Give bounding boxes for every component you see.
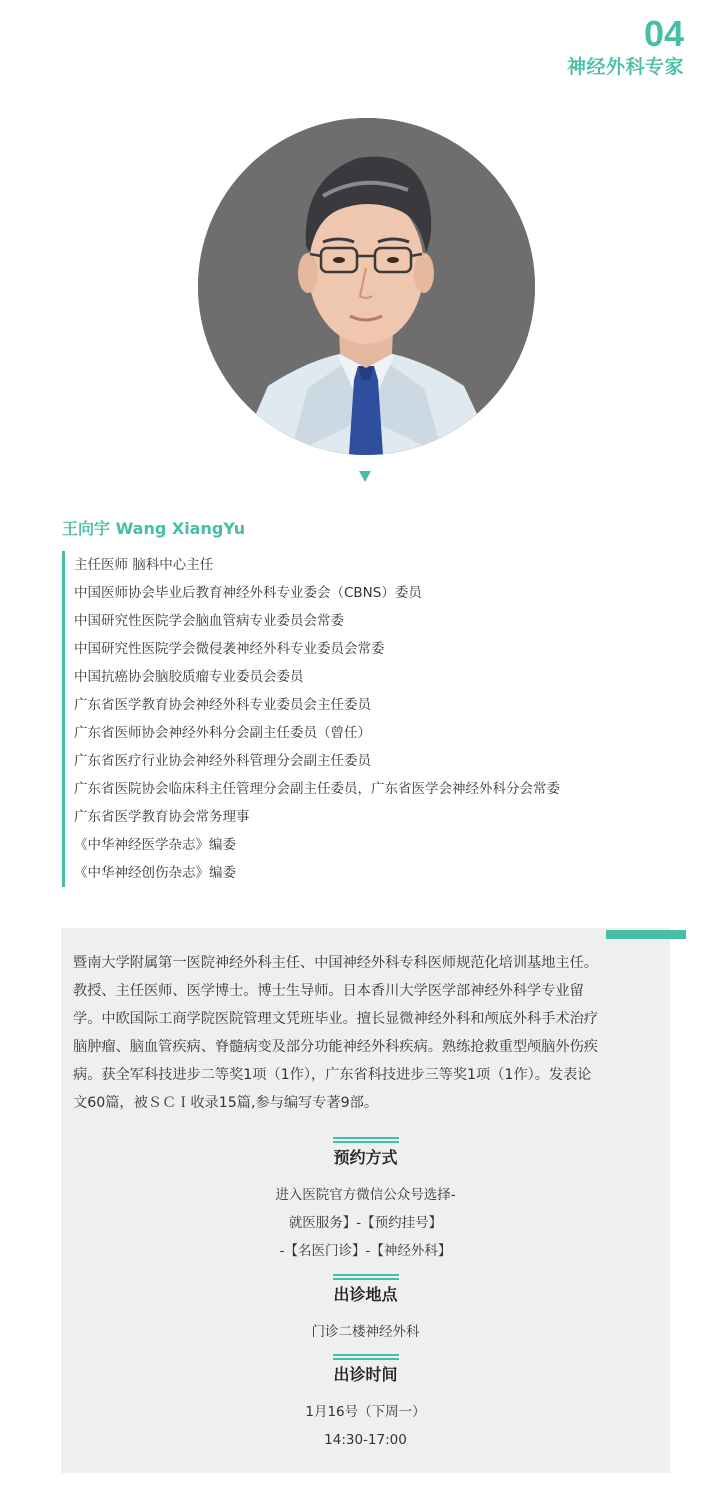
schedule-title: 出诊时间 — [333, 1365, 398, 1384]
schedule-section — [61, 1354, 670, 1454]
section-number: 04 — [643, 13, 684, 54]
location-section — [61, 1274, 670, 1346]
credential-item: 《中华神经医学杂志》编委 — [74, 837, 236, 853]
section-divider — [333, 1274, 399, 1280]
credential-item: 中国研究性医院学会微侵袭神经外科专业委员会常委 — [74, 641, 385, 657]
appointment-line: 就医服务】-【预约挂号】 — [288, 1215, 443, 1231]
doctor-portrait — [198, 118, 535, 455]
location-text — [61, 1318, 670, 1346]
location-line: 门诊二楼神经外科 — [311, 1324, 420, 1340]
doctor-name: 王向宇 Wang XiangYu — [62, 519, 246, 538]
appointment-line: -【名医门诊】-【神经外科】 — [279, 1243, 452, 1259]
bio-line: 教授、主任医师、医学博士。博士生导师。日本香川大学医学部神经外科学专业留 — [73, 983, 584, 999]
accent-bar — [606, 930, 686, 939]
appointment-line: 进入医院官方微信公众号选择- — [275, 1187, 456, 1203]
credential-item: 中国医师协会毕业后教育神经外科专业委会（CBNS）委员 — [74, 585, 422, 601]
credential-item: 广东省医学教育协会神经外科专业委员会主任委员 — [74, 697, 371, 713]
credential-item: 广东省医疗行业协会神经外科管理分会副主任委员 — [74, 753, 371, 769]
credential-item: 中国研究性医院学会脑血管病专业委员会常委 — [74, 613, 344, 629]
credential-item: 广东省医师协会神经外科分会副主任委员（曾任） — [74, 725, 371, 741]
section-divider — [333, 1354, 399, 1360]
bio-line: 脑肿瘤、脑血管疾病、脊髓病变及部分功能神经外科疾病。熟练抢救重型颅脑外伤疾 — [73, 1039, 598, 1055]
bio-line: 暨南大学附属第一医院神经外科主任、中国神经外科专科医师规范化培训基地主任。 — [73, 955, 598, 971]
section-title: 神经外科专家 — [566, 56, 684, 78]
credential-item: 《中华神经创伤杂志》编委 — [74, 865, 236, 881]
appointment-title: 预约方式 — [333, 1148, 398, 1167]
info-box — [61, 928, 670, 1473]
schedule-text — [61, 1398, 670, 1454]
bio-text — [73, 949, 663, 1117]
bio-line: 学。中欧国际工商学院医院管理文凭班毕业。擅长显微神经外科和颅底外科手术治疗 — [73, 1011, 598, 1027]
appointment-section — [61, 1137, 670, 1265]
credential-item: 主任医师 脑科中心主任 — [74, 557, 214, 573]
schedule-line: 1月16号（下周一） — [305, 1404, 426, 1420]
credential-item: 广东省医学教育协会常务理事 — [74, 809, 250, 825]
credential-item: 广东省医院协会临床科主任管理分会副主任委员，广东省医学会神经外科分会常委 — [74, 781, 560, 797]
down-triangle-icon — [359, 471, 371, 482]
appointment-text — [61, 1181, 670, 1265]
location-title: 出诊地点 — [333, 1285, 398, 1304]
credential-item: 中国抗癌协会脑胶质瘤专业委员会委员 — [74, 669, 304, 685]
section-divider — [333, 1137, 399, 1143]
schedule-line: 14:30-17:00 — [324, 1432, 407, 1448]
credentials-list — [62, 551, 682, 887]
bio-line: 病。获全军科技进步二等奖1项（1作），广东省科技进步三等奖1项（1作）。发表论 — [73, 1067, 592, 1083]
bio-line: 文60篇，被ＳＣＩ收录15篇,参与编写专著9部。 — [73, 1095, 379, 1111]
